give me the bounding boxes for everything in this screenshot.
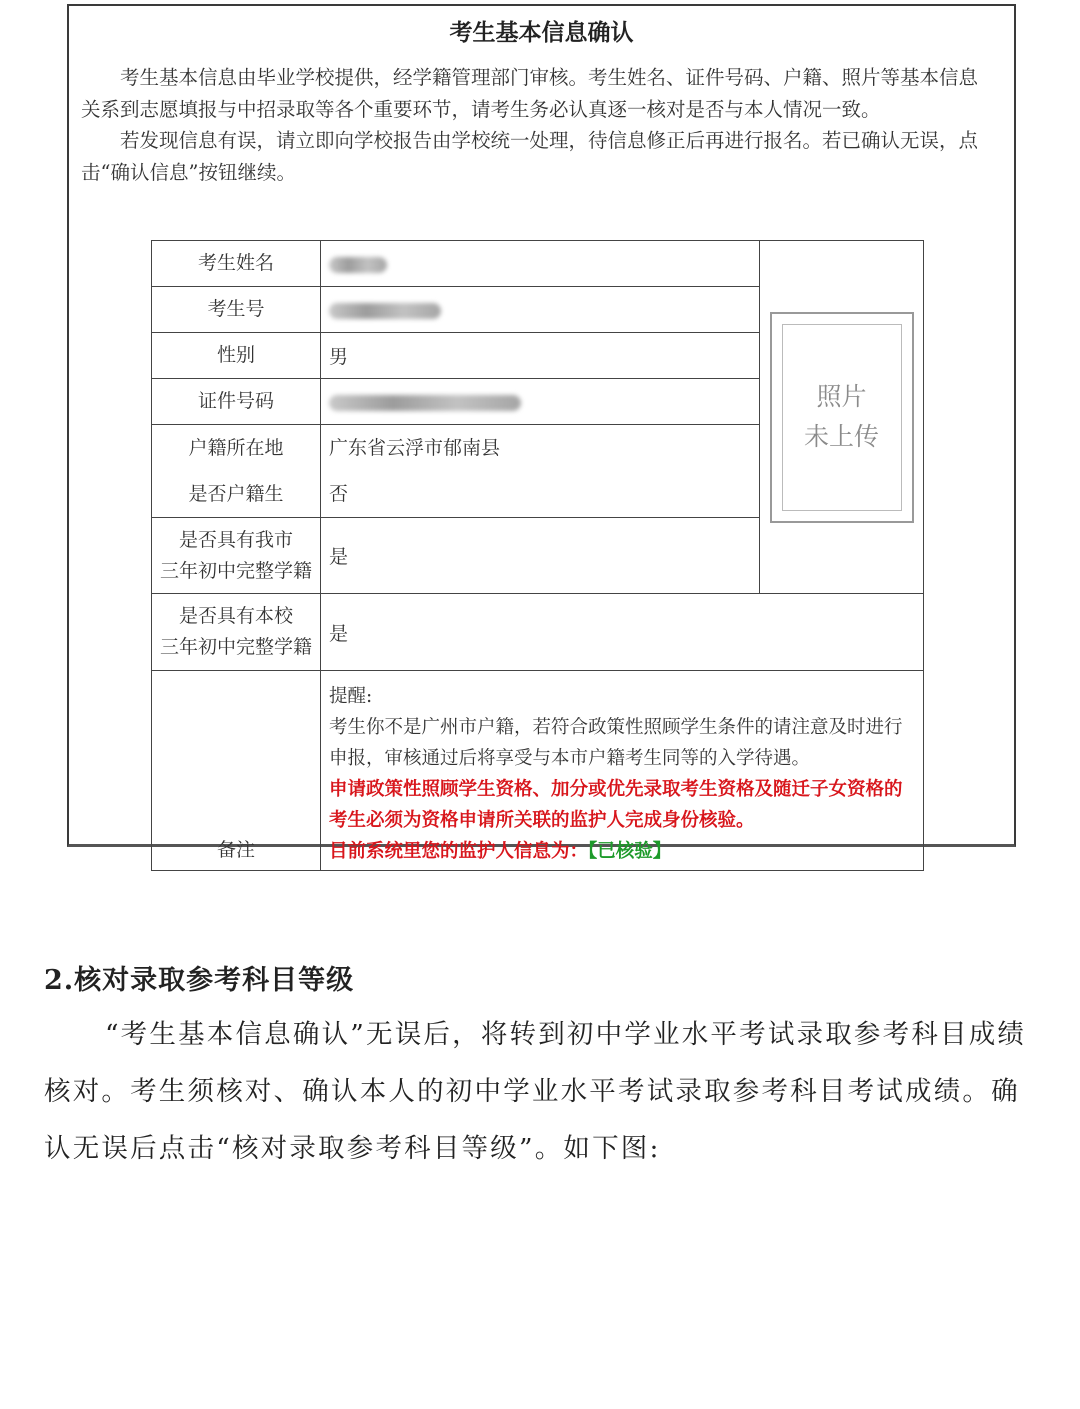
residence-value-cell bbox=[321, 425, 760, 518]
exam-no-label: 考生号 bbox=[152, 287, 321, 333]
name-label: 考生姓名 bbox=[152, 241, 321, 287]
redacted-name bbox=[329, 257, 387, 273]
remark-warning: 申请政策性照顾学生资格、加分或优先录取考生资格及随迁子女资格的考生必须为资格申请所关联的监护人完成身份核验。 bbox=[329, 779, 903, 831]
id-no-label: 证件号码 bbox=[152, 379, 321, 425]
photo-label-line1: 照片 bbox=[816, 382, 867, 411]
gender-value: 男 bbox=[321, 333, 760, 379]
remark-verified-tag: 【已核验】 bbox=[588, 841, 672, 862]
table-row bbox=[152, 518, 924, 594]
screenshot-title: 考生基本信息确认 bbox=[449, 20, 634, 46]
is-local-value: 否 bbox=[329, 483, 349, 505]
intro-paragraph-2: 若发现信息有误，请立即向学校报告由学校统一处理，待信息修正后再进行报名。若已确认无误，点击“确认信息”按钮继续。 bbox=[81, 129, 979, 184]
id-no-value bbox=[321, 379, 760, 425]
city-record-label-line2: 三年初中完整学籍 bbox=[160, 559, 313, 582]
table-row bbox=[152, 594, 924, 671]
residence-label-cell bbox=[152, 425, 321, 518]
table-row bbox=[152, 671, 924, 871]
remark-label: 备注 bbox=[152, 671, 321, 871]
photo-placeholder bbox=[770, 312, 914, 523]
redacted-exam-no bbox=[329, 303, 441, 319]
table-row bbox=[152, 241, 924, 287]
residence-label: 户籍所在地 bbox=[188, 437, 284, 459]
exam-no-value bbox=[321, 287, 760, 333]
section-paragraph: “考生基本信息确认”无误后，将转到初中学业水平考试录取参考科目成绩核对。考生须核对、确认本人的初中学业水平考试录取参考科目考试成绩。确认无误后点击“核对录取参考科目等级”。如下图: bbox=[44, 1019, 1027, 1164]
photo-inner-frame bbox=[782, 324, 902, 511]
name-value bbox=[321, 241, 760, 287]
intro-text bbox=[81, 62, 996, 188]
residence-value: 广东省云浮市郁南县 bbox=[329, 437, 501, 459]
school-record-label-line2: 三年初中完整学籍 bbox=[160, 636, 313, 658]
remark-cutoff-text: 目前系统里您的监护人信息为： bbox=[329, 841, 589, 862]
remark-cutoff-line bbox=[329, 836, 915, 867]
city-record-value: 是 bbox=[321, 518, 924, 594]
is-local-label: 是否户籍生 bbox=[188, 483, 284, 505]
remark-text: 考生你不是广州市户籍，若符合政策性照顾学生条件的请注意及时进行申报，审核通过后将享受与本市户籍考生同等的入学待遇。 bbox=[329, 717, 903, 769]
intro-paragraph-1: 考生基本信息由毕业学校提供，经学籍管理部门审核。考生姓名、证件号码、户籍、照片等基本信息关系到志愿填报与中招录取等各个重要环节，请考生务必认真逐一核对是否与本人情况一致。 bbox=[81, 66, 979, 121]
remark-content bbox=[321, 671, 924, 871]
school-record-label bbox=[152, 594, 321, 671]
student-info-table bbox=[151, 240, 924, 871]
city-record-label bbox=[152, 518, 321, 594]
redacted-id-no bbox=[329, 395, 521, 411]
school-record-label-line1: 是否具有本校 bbox=[178, 605, 293, 627]
school-record-value: 是 bbox=[321, 594, 924, 671]
confirmation-screenshot bbox=[67, 4, 1016, 862]
photo-label-line2: 未上传 bbox=[803, 422, 879, 451]
city-record-label-line1: 是否具有我市 bbox=[178, 528, 293, 551]
remark-heading: 提醒: bbox=[329, 686, 373, 707]
gender-label: 性别 bbox=[152, 333, 321, 379]
section-heading: 2.核对录取参考科目等级 bbox=[44, 965, 355, 996]
